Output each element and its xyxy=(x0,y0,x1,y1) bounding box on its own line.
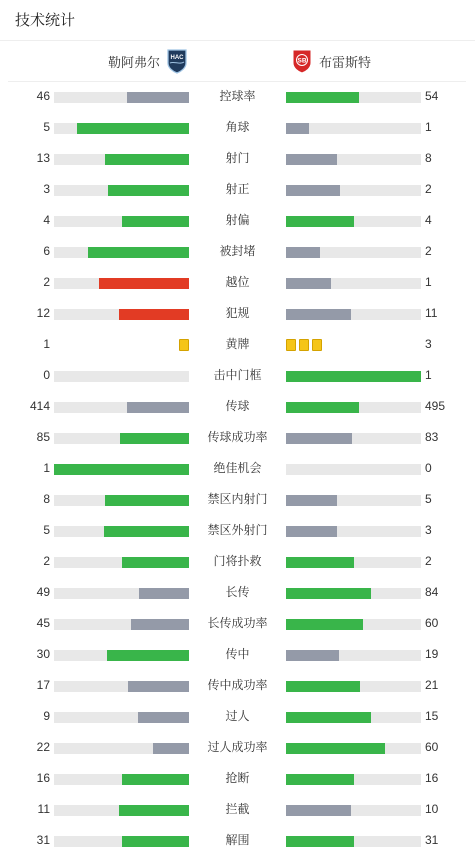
away-bar-track xyxy=(286,185,421,196)
away-bar-fill xyxy=(286,433,352,444)
stat-label: 传中成功率 xyxy=(207,678,268,692)
home-yellow-cards xyxy=(179,339,189,352)
stat-row xyxy=(0,454,475,485)
away-bar-fill xyxy=(286,650,339,661)
away-value: 1 xyxy=(425,368,432,382)
home-value: 13 xyxy=(36,151,50,165)
away-bar-fill xyxy=(286,371,421,382)
stat-label: 绝佳机会 xyxy=(213,461,262,475)
away-value: 5 xyxy=(425,492,432,506)
stat-label: 门将扑救 xyxy=(213,554,262,568)
away-value: 11 xyxy=(425,306,438,320)
away-bar-fill xyxy=(286,743,385,754)
away-value: 10 xyxy=(425,802,439,816)
home-value: 414 xyxy=(29,399,50,413)
stat-label: 击中门框 xyxy=(213,368,262,382)
stat-row xyxy=(0,392,475,423)
away-value: 16 xyxy=(425,771,439,785)
away-value: 2 xyxy=(425,554,432,568)
home-bar-track xyxy=(54,402,189,413)
stat-label: 射偏 xyxy=(225,213,250,227)
stat-label: 解围 xyxy=(225,833,250,847)
away-bar-track xyxy=(286,92,421,103)
stat-label: 过人成功率 xyxy=(207,740,268,754)
stat-row xyxy=(0,485,475,516)
away-value: 4 xyxy=(425,213,432,227)
away-bar-fill xyxy=(286,774,354,785)
away-bar-track xyxy=(286,278,421,289)
home-value: 8 xyxy=(43,492,50,506)
home-bar-track xyxy=(54,805,189,816)
page-title: 技术统计 xyxy=(15,12,76,29)
home-bar-fill xyxy=(153,743,189,754)
home-bar-track xyxy=(54,371,189,382)
away-bar-track xyxy=(286,526,421,537)
away-bar-track xyxy=(286,371,421,382)
away-bar-track xyxy=(286,712,421,723)
stat-label: 过人 xyxy=(225,709,250,723)
home-value: 49 xyxy=(36,585,50,599)
home-value: 0 xyxy=(43,368,50,382)
stat-row xyxy=(0,795,475,826)
home-bar-fill xyxy=(138,712,189,723)
home-value: 17 xyxy=(36,678,50,692)
home-bar-track xyxy=(54,123,189,134)
away-yellow-cards xyxy=(286,339,322,352)
home-bar-fill xyxy=(120,433,189,444)
away-bar-fill xyxy=(286,557,354,568)
away-bar-fill xyxy=(286,309,351,320)
away-bar-track xyxy=(286,836,421,847)
away-bar-track xyxy=(286,309,421,320)
stat-row xyxy=(0,671,475,702)
home-bar-fill xyxy=(54,464,189,475)
stat-row xyxy=(0,330,475,361)
away-bar-track xyxy=(286,619,421,630)
home-bar-fill xyxy=(122,557,190,568)
away-bar-track xyxy=(286,464,421,475)
home-bar-track xyxy=(54,216,189,227)
yellow-card-icon xyxy=(312,339,322,351)
away-bar-fill xyxy=(286,681,360,692)
home-bar-track xyxy=(54,433,189,444)
home-value: 85 xyxy=(36,430,50,444)
home-bar-track xyxy=(54,278,189,289)
home-bar-fill xyxy=(77,123,189,134)
away-value: 31 xyxy=(425,833,439,847)
stat-label: 长传 xyxy=(225,585,250,599)
stat-row xyxy=(0,702,475,733)
away-value: 2 xyxy=(425,182,432,196)
away-bar-fill xyxy=(286,154,337,165)
yellow-card-icon xyxy=(299,339,309,351)
home-value: 11 xyxy=(37,802,50,816)
home-bar-fill xyxy=(104,526,189,537)
stat-row xyxy=(0,578,475,609)
home-bar-track xyxy=(54,495,189,506)
away-value: 3 xyxy=(425,337,432,351)
away-team-name: 布雷斯特 xyxy=(319,54,372,70)
home-team-badge-icon xyxy=(166,48,188,74)
stat-row xyxy=(0,175,475,206)
away-bar-fill xyxy=(286,92,359,103)
stat-label: 被封堵 xyxy=(219,244,256,258)
stat-row xyxy=(0,206,475,237)
home-bar-track xyxy=(54,774,189,785)
away-team[interactable] xyxy=(291,48,371,74)
away-bar-track xyxy=(286,557,421,568)
away-bar-fill xyxy=(286,247,320,258)
home-value: 22 xyxy=(36,740,50,754)
home-bar-fill xyxy=(99,278,189,289)
stat-row xyxy=(0,361,475,392)
away-value: 60 xyxy=(425,740,439,754)
home-value: 3 xyxy=(43,182,50,196)
away-bar-track xyxy=(286,154,421,165)
away-bar-track xyxy=(286,805,421,816)
home-bar-fill xyxy=(108,185,189,196)
stat-row xyxy=(0,113,475,144)
home-bar-track xyxy=(54,247,189,258)
away-value: 21 xyxy=(425,678,439,692)
stat-label: 抢断 xyxy=(225,771,250,785)
home-value: 30 xyxy=(36,647,50,661)
away-bar-fill xyxy=(286,216,354,227)
away-team-badge-icon xyxy=(291,48,313,74)
home-bar-fill xyxy=(88,247,189,258)
home-bar-fill xyxy=(119,309,189,320)
away-value: 2 xyxy=(425,244,432,258)
stat-row xyxy=(0,826,475,857)
home-bar-track xyxy=(54,743,189,754)
home-bar-track xyxy=(54,526,189,537)
stat-row xyxy=(0,609,475,640)
stats-list xyxy=(0,82,475,857)
away-value: 0 xyxy=(425,461,432,475)
away-value: 1 xyxy=(425,120,432,134)
home-value: 4 xyxy=(43,213,50,227)
away-value: 83 xyxy=(425,430,439,444)
home-bar-track xyxy=(54,309,189,320)
home-bar-fill xyxy=(139,588,189,599)
stat-row xyxy=(0,547,475,578)
home-value: 1 xyxy=(43,337,50,351)
stat-label: 禁区外射门 xyxy=(207,523,268,537)
away-bar-track xyxy=(286,774,421,785)
away-bar-fill xyxy=(286,185,340,196)
home-bar-track xyxy=(54,464,189,475)
away-bar-fill xyxy=(286,278,331,289)
away-bar-fill xyxy=(286,123,309,134)
away-badge-text: SB xyxy=(297,57,307,65)
stat-label: 传球 xyxy=(225,399,250,413)
away-value: 84 xyxy=(425,585,439,599)
stat-row xyxy=(0,733,475,764)
home-bar-fill xyxy=(122,836,190,847)
away-bar-track xyxy=(286,433,421,444)
stat-row xyxy=(0,640,475,671)
home-bar-track xyxy=(54,619,189,630)
away-bar-track xyxy=(286,650,421,661)
stat-row xyxy=(0,82,475,113)
away-bar-fill xyxy=(286,712,371,723)
stat-row xyxy=(0,299,475,330)
home-team[interactable] xyxy=(108,48,188,74)
away-bar-fill xyxy=(286,619,363,630)
home-value: 31 xyxy=(36,833,50,847)
home-value: 5 xyxy=(43,523,50,537)
yellow-card-icon xyxy=(286,339,296,351)
home-value: 6 xyxy=(43,244,50,258)
stat-label: 犯规 xyxy=(225,306,250,320)
away-bar-track xyxy=(286,495,421,506)
home-bar-track xyxy=(54,588,189,599)
away-bar-track xyxy=(286,123,421,134)
home-bar-track xyxy=(54,712,189,723)
home-bar-track xyxy=(54,557,189,568)
home-bar-fill xyxy=(127,402,189,413)
home-bar-track xyxy=(54,185,189,196)
stat-row xyxy=(0,144,475,175)
stat-row xyxy=(0,516,475,547)
home-bar-fill xyxy=(105,154,189,165)
away-bar-fill xyxy=(286,526,337,537)
home-value: 12 xyxy=(36,306,50,320)
away-value: 8 xyxy=(425,151,432,165)
stat-label: 拦截 xyxy=(225,802,250,816)
home-value: 2 xyxy=(43,554,50,568)
stat-label: 越位 xyxy=(225,275,250,289)
home-value: 2 xyxy=(43,275,50,289)
home-bar-fill xyxy=(122,774,190,785)
home-bar-track xyxy=(54,154,189,165)
away-value: 54 xyxy=(425,89,439,103)
stat-row xyxy=(0,423,475,454)
home-bar-fill xyxy=(122,216,190,227)
home-value: 46 xyxy=(36,89,50,103)
home-bar-fill xyxy=(128,681,189,692)
away-value: 1 xyxy=(425,275,432,289)
home-value: 9 xyxy=(43,709,50,723)
stat-row xyxy=(0,764,475,795)
title-divider xyxy=(0,40,475,41)
home-bar-fill xyxy=(131,619,189,630)
stat-label: 长传成功率 xyxy=(207,616,268,630)
home-bar-track xyxy=(54,681,189,692)
home-bar-fill xyxy=(105,495,189,506)
away-value: 495 xyxy=(425,399,446,413)
yellow-card-icon xyxy=(179,339,189,351)
home-bar-track xyxy=(54,92,189,103)
stat-label: 禁区内射门 xyxy=(207,492,268,506)
away-value: 15 xyxy=(425,709,439,723)
home-value: 45 xyxy=(36,616,50,630)
stat-label: 射门 xyxy=(225,151,250,165)
home-value: 5 xyxy=(43,120,50,134)
home-bar-track xyxy=(54,650,189,661)
home-badge-text: HAC xyxy=(170,55,184,61)
home-value: 16 xyxy=(36,771,50,785)
away-bar-track xyxy=(286,743,421,754)
away-bar-fill xyxy=(286,402,359,413)
away-bar-fill xyxy=(286,836,354,847)
away-bar-fill xyxy=(286,588,371,599)
stat-row xyxy=(0,268,475,299)
away-bar-track xyxy=(286,216,421,227)
away-bar-track xyxy=(286,247,421,258)
stat-label: 传中 xyxy=(225,647,250,661)
stat-label: 控球率 xyxy=(219,89,256,103)
away-value: 3 xyxy=(425,523,432,537)
home-bar-fill xyxy=(127,92,189,103)
stat-label: 黄牌 xyxy=(225,337,250,351)
home-value: 1 xyxy=(43,461,50,475)
away-value: 60 xyxy=(425,616,439,630)
home-bar-fill xyxy=(107,650,189,661)
away-value: 19 xyxy=(425,647,439,661)
home-team-name: 勒阿弗尔 xyxy=(107,54,160,70)
away-bar-track xyxy=(286,402,421,413)
stat-label: 射正 xyxy=(225,182,250,196)
away-bar-track xyxy=(286,588,421,599)
stat-label: 角球 xyxy=(225,120,250,134)
away-bar-track xyxy=(286,681,421,692)
stat-label: 传球成功率 xyxy=(207,430,268,444)
away-bar-fill xyxy=(286,495,337,506)
home-bar-fill xyxy=(119,805,189,816)
away-bar-fill xyxy=(286,805,351,816)
home-bar-track xyxy=(54,836,189,847)
stat-row xyxy=(0,237,475,268)
